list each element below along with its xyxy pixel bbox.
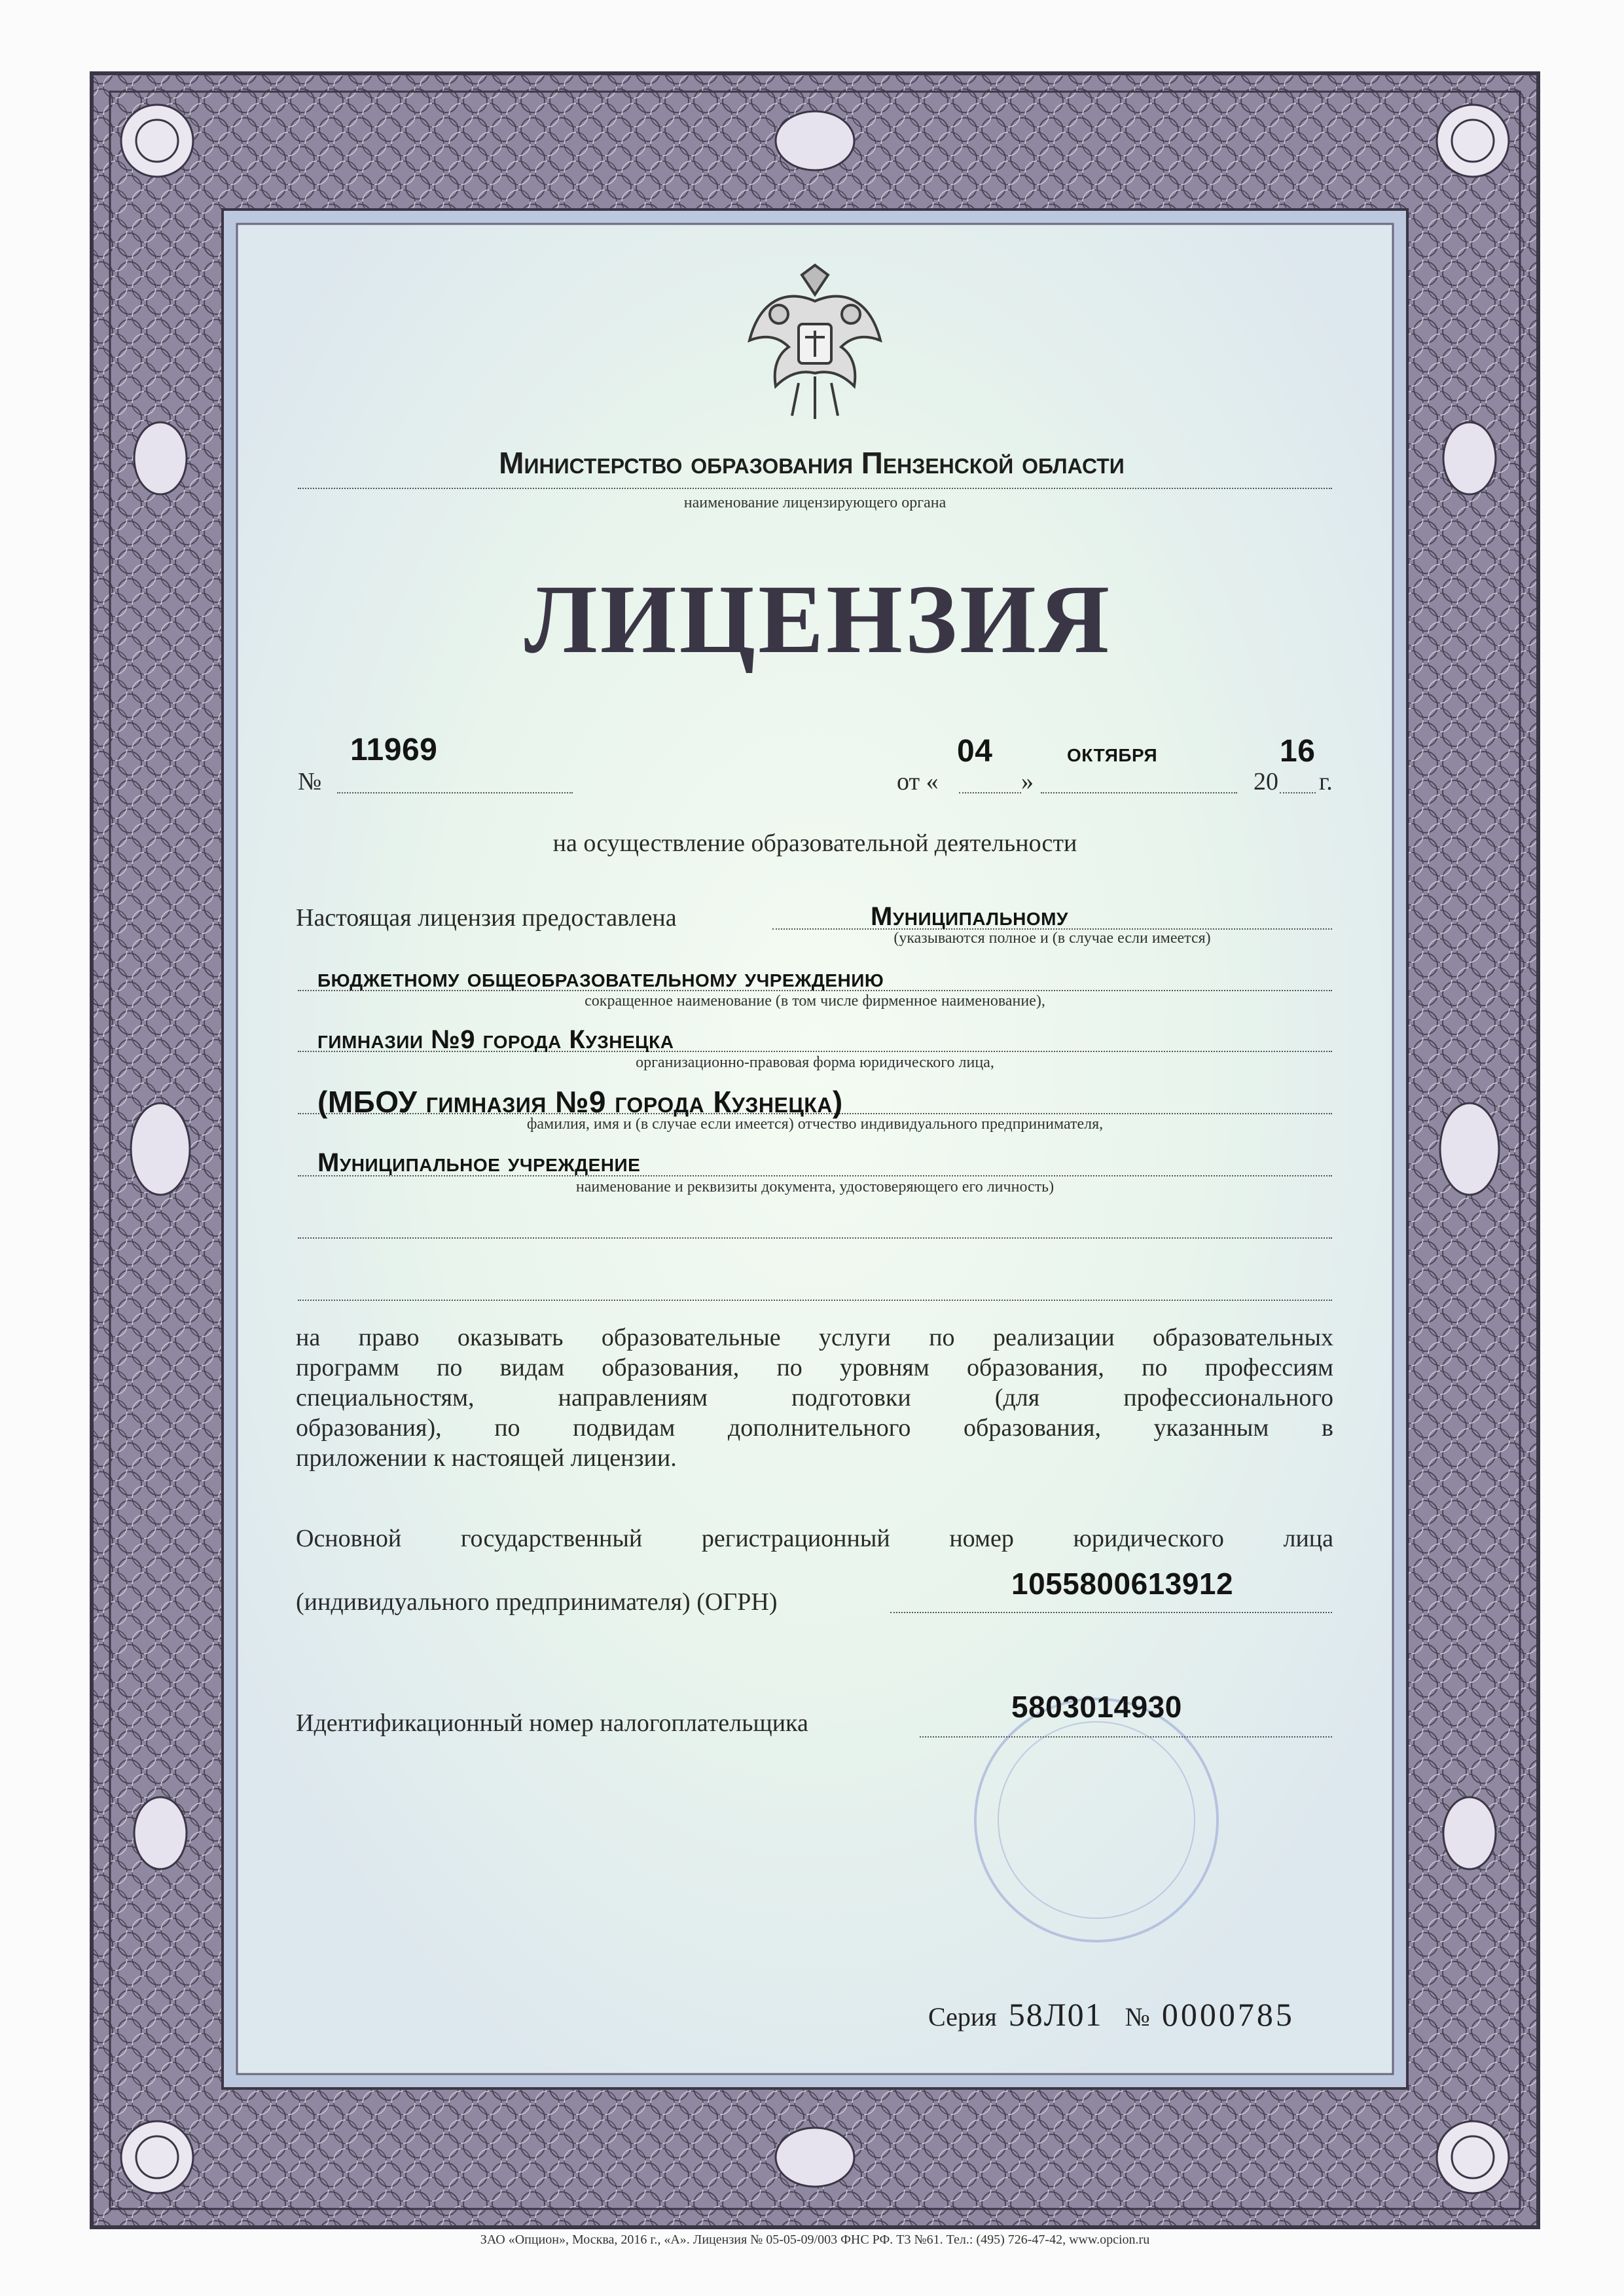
- year-suffix: г.: [1319, 768, 1333, 795]
- inn-value: 5803014930: [1011, 1690, 1182, 1724]
- grantee-blank-line-2: [298, 1300, 1332, 1301]
- document-title: ЛИЦЕНЗИЯ: [524, 565, 1112, 674]
- year-prefix: 20: [1254, 768, 1278, 795]
- grantee-line-3: гимназии №9 города Кузнецка: [317, 1025, 674, 1054]
- day-underline: [959, 792, 1021, 793]
- rights-line: приложении к настоящей лицензии.: [296, 1444, 677, 1472]
- rights-line: образования), по подвидам дополнительного образования, указанным в: [296, 1414, 1333, 1442]
- grantee-blank-line-1: [298, 1237, 1332, 1239]
- rights-line: программ по видам образования, по уровням образования, по профессиям: [296, 1354, 1333, 1381]
- grantee-line-2: бюджетному общеобразовательному учреждению: [317, 964, 884, 993]
- series-number-sign: №: [1125, 2002, 1150, 2032]
- from-close: »: [1021, 768, 1034, 795]
- grantee-line-5: Муниципальное учреждение: [317, 1148, 641, 1177]
- inn-underline: [920, 1736, 1332, 1738]
- authority-name: Министерство образования Пензенской области: [499, 446, 1125, 480]
- rights-line: на право оказывать образовательные услуги по реализации образовательных: [296, 1324, 1333, 1351]
- ogrn-value: 1055800613912: [1011, 1567, 1234, 1601]
- purpose-text: на осуществление образовательной деятельности: [552, 829, 1077, 857]
- authority-caption: наименование лицензирующего органа: [683, 494, 947, 511]
- series-value: 58Л01: [1008, 1996, 1103, 2033]
- year-underline: [1280, 792, 1316, 793]
- coat-of-arms-icon: [740, 262, 890, 426]
- number-underline: [337, 792, 573, 793]
- grantee-caption-1: (указываются полное и (в случае если имеется): [893, 930, 1211, 947]
- grantee-caption-4: фамилия, имя и (в случае если имеется) отчество индивидуального предпринимателя,: [526, 1116, 1104, 1133]
- grantee-caption-5: наименование и реквизиты документа, удостоверяющего его личность): [575, 1178, 1055, 1195]
- rights-line: специальностям, направлениям подготовки (для профессионального: [296, 1384, 1333, 1412]
- grantee-caption-2: сокращенное наименование (в том числе фирменное наименование),: [585, 993, 1045, 1010]
- rights-paragraph: [296, 1322, 1333, 1473]
- ogrn-label-2: (индивидуального предпринимателя) (ОГРН): [296, 1588, 778, 1616]
- series-block: [928, 1995, 1295, 2033]
- license-year: 16: [1280, 734, 1316, 769]
- license-month: октября: [1067, 738, 1158, 767]
- printer-footer: ЗАО «Опцион», Москва, 2016 г., «А». Лицензия № 05-05-09/003 ФНС РФ. Т3 №61. Тел.: (495) 726-47-42, www.opcion.ru: [480, 2232, 1150, 2247]
- inn-label: Идентификационный номер налогоплательщика: [296, 1709, 808, 1737]
- month-underline: [1041, 792, 1237, 793]
- ogrn-label-1: Основной государственный регистрационный номер юридического лица: [296, 1525, 1333, 1552]
- grantee-label: Настоящая лицензия предоставлена: [296, 904, 677, 932]
- grantee-line-4: (МБОУ гимназия №9 города Кузнецка): [317, 1085, 843, 1119]
- from-label: от «: [897, 768, 939, 795]
- grantee-line-1: Муниципальному: [871, 902, 1068, 931]
- series-number: 0000785: [1161, 1996, 1295, 2033]
- grantee-caption-3: организационно-правовая форма юридического лица,: [636, 1054, 994, 1071]
- authority-underline: [298, 488, 1332, 489]
- license-number: 11969: [350, 733, 438, 767]
- license-day: 04: [957, 734, 993, 769]
- ogrn-underline: [890, 1612, 1332, 1613]
- number-sign: №: [298, 768, 322, 795]
- series-label: Серия: [928, 2002, 997, 2032]
